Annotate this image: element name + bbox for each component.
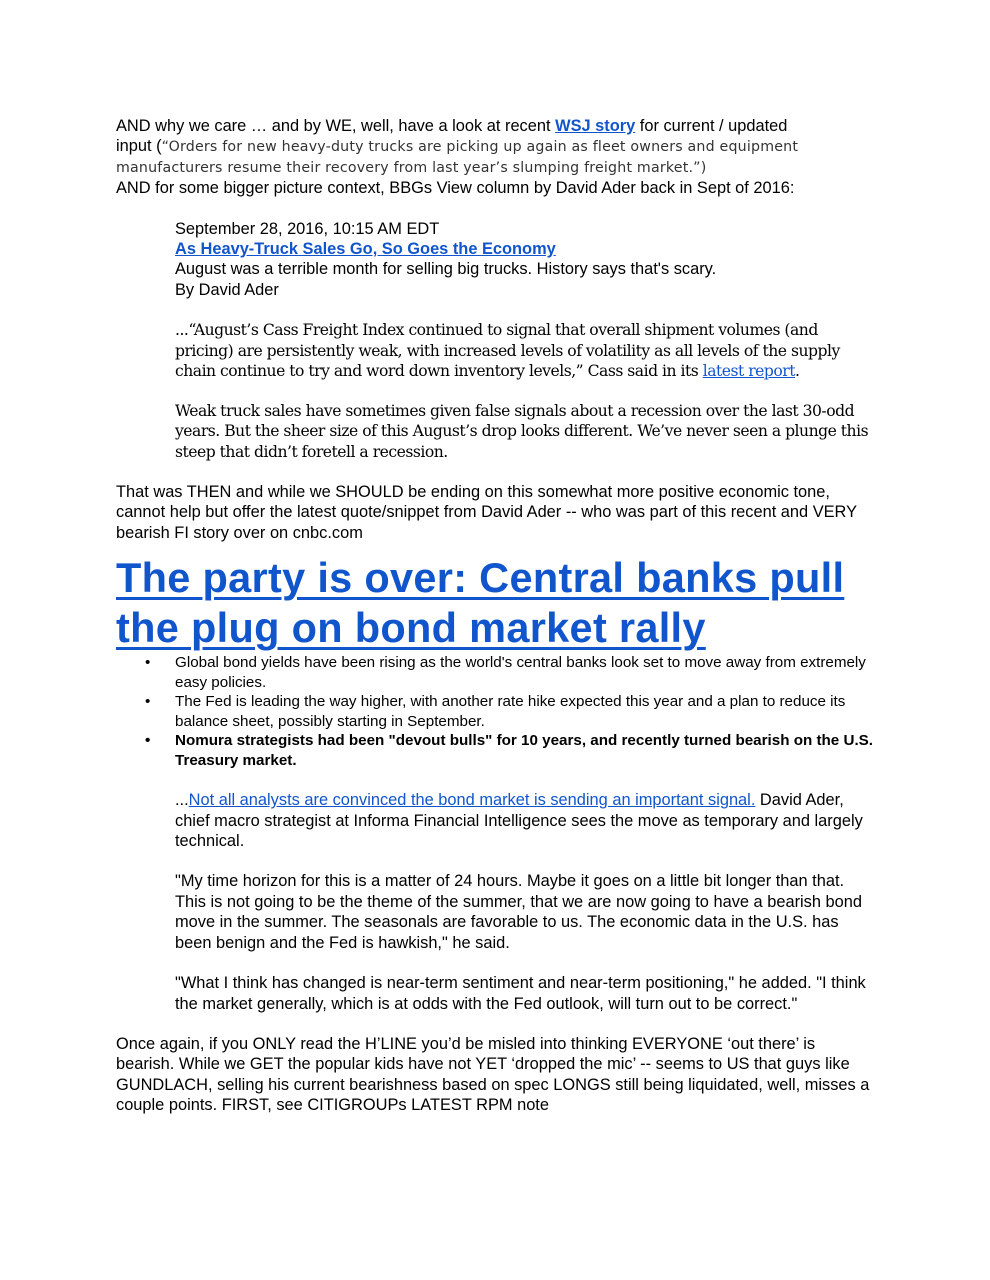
bbg-subtitle: August was a terrible month for selling big trucks. History says that's scary. — [175, 260, 717, 279]
bbg-byline: By David Ader — [175, 280, 279, 299]
bullet-text: Nomura strategists had been "devout bulls" for 10 years, and recently turned bearish on the U.S. Treasury market. — [175, 732, 874, 769]
bbg-paragraph-1-end: . — [795, 361, 800, 380]
bullet-icon: • — [145, 693, 151, 711]
cnbc-quote-2: "My time horizon for this is a matter of 24 hours. Maybe it goes on a little bit longer than that. This is not going to be the theme of the summer, that we are now going to have a bearish bond move in the summer. The seasonals are favorable to us. The economic data in the U.S. has been benign and the Fed is hawkish," he said. — [175, 872, 863, 952]
bullet-icon: • — [145, 654, 151, 672]
cnbc-quote-1 — [175, 790, 876, 851]
list-item — [116, 731, 876, 770]
quote-prefix: ... — [175, 791, 189, 810]
bullet-icon: • — [145, 732, 151, 750]
bbg-paragraph-1 — [175, 320, 876, 381]
bbg-paragraph-2: Weak truck sales have sometimes given false signals about a recession over the last 30-odd years. But the sheer size of this August’s drop looks different. We’ve never seen a plunge this steep that didn’t foretell a recession. — [175, 402, 869, 461]
context-line: AND for some bigger picture context, BBGs View column by David Ader back in Sept of 2016: — [116, 179, 795, 198]
intro-text: AND why we care … and by WE, well, have a look at recent — [116, 117, 556, 135]
cnbc-key-points — [116, 653, 876, 770]
bbg-paragraph-1-text: ...“August’s Cass Freight Index continued to signal that overall shipment volumes (and pricing) are persistently weak, with increased levels of volatility as all levels of the supply chain continue to try and word down inventory levels,” Cass said in its — [175, 321, 840, 380]
latest-report-link[interactable]: latest report — [702, 361, 795, 380]
document-page — [116, 116, 876, 1116]
input-prefix: input ( — [116, 137, 162, 156]
intro-text-after: for current / updated — [635, 117, 788, 135]
list-item — [116, 653, 876, 692]
cnbc-quotes — [175, 790, 876, 1014]
cnbc-quote-3: "What I think has changed is near-term sentiment and near-term positioning," he added. "I think the market generally, which is at odds with the Fed outlook, will turn out to be correct." — [175, 974, 866, 1013]
bbg-date: September 28, 2016, 10:15 AM EDT — [175, 219, 440, 238]
cnbc-headline — [116, 553, 876, 653]
wsj-quote: “Orders for new heavy-duty trucks are picking up again as fleet owners and equipment manufacturers resume their recovery from last year’s slumping freight market.”) — [116, 139, 799, 176]
quote-1-text: David Ader, chief macro strategist at Informa Financial Intelligence sees the move as temporary and largely technical. — [175, 791, 863, 851]
transition-paragraph: That was THEN and while we SHOULD be ending on this somewhat more positive economic tone, cannot help but offer the latest quote/snippet from David Ader -- who was part of this recent and VERY bearish FI story over on cnbc.com — [116, 483, 857, 542]
list-item — [116, 692, 876, 731]
bbg-article-title-link[interactable]: As Heavy-Truck Sales Go, So Goes the Economy — [175, 240, 556, 259]
intro-line — [116, 116, 876, 136]
bullet-text: The Fed is leading the way higher, with another rate hike expected this year and a plan to reduce its balance sheet, possibly starting in September. — [175, 693, 846, 730]
wsj-quote-paragraph — [116, 136, 876, 178]
cnbc-headline-link[interactable]: The party is over: Central banks pull the plug on bond market rally — [116, 554, 845, 652]
bullet-text: Global bond yields have been rising as the world's central banks look set to move away from extremely easy policies. — [175, 654, 866, 691]
analysts-signal-link[interactable]: Not all analysts are convinced the bond market is sending an important signal. — [188, 791, 756, 810]
bbg-excerpt — [175, 219, 876, 462]
wsj-story-link[interactable]: WSJ story — [555, 117, 636, 135]
closing-paragraph: Once again, if you ONLY read the H’LINE you’d be misled into thinking EVERYONE ‘out there’ is bearish. While we GET the popular kids have not YET ‘dropped the mic’ -- seems to US that guys like GUNDLACH, selling his current bearishness based on spec LONGS still being liquidated, well, misses a couple points. FIRST, see CITIGROUPs LATEST RPM note — [116, 1034, 870, 1115]
